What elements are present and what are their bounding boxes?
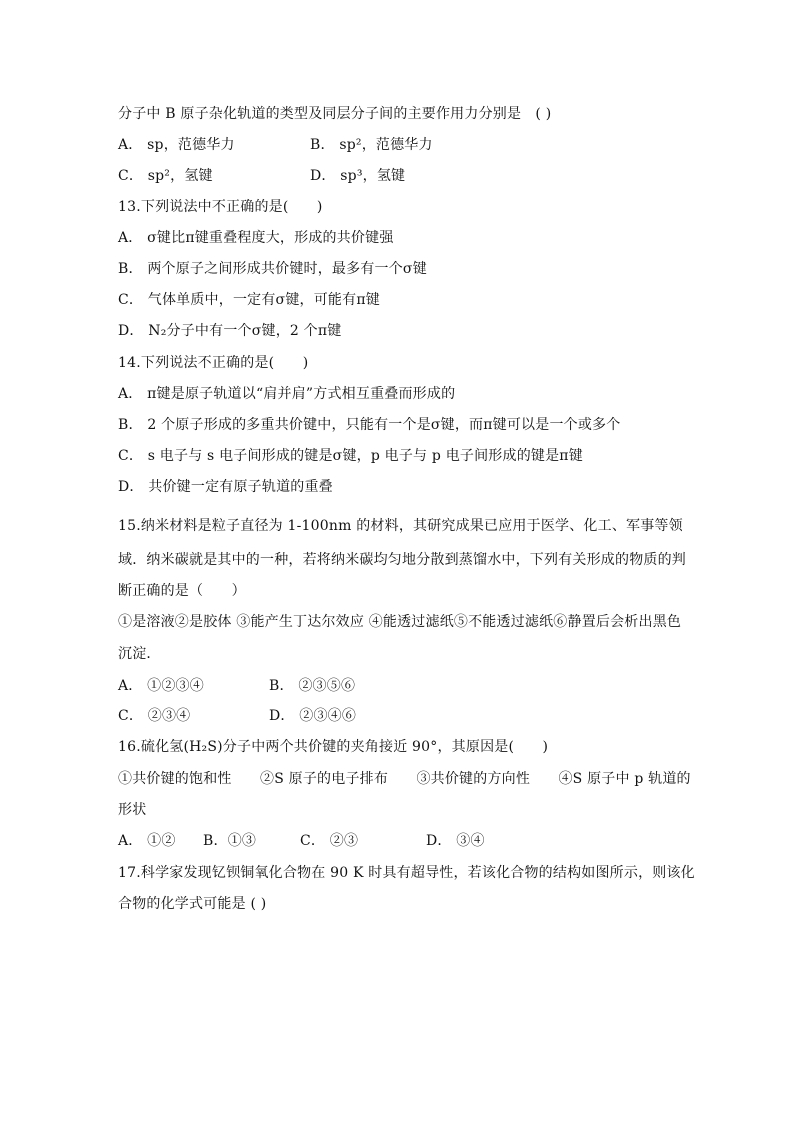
q15-option-b: B． ②③⑤⑥ — [269, 678, 356, 694]
q14-option-c: C． s 电子与 s 电子间形成的键是σ键，p 电子与 p 电子间形成的键是π键 — [118, 448, 583, 464]
q16-option-b: B．①③ — [203, 833, 257, 849]
q15-option-d: D． ②③④⑥ — [269, 708, 357, 724]
q12-option-d: D． sp³，氢键 — [310, 168, 406, 184]
q13-stem: 13.下列说法中不正确的是( ) — [118, 199, 323, 215]
q12-stem: 分子中 B 原子杂化轨道的类型及同层分子间的主要作用力分别是 ( ) — [118, 106, 552, 122]
q15-stem-line2: 域．纳米碳就是其中的一种，若将纳米碳均匀地分散到蒸馏水中，下列有关形成的物质的判 — [118, 552, 686, 568]
q17-stem-line1: 17.科学家发现钇钡铜氧化合物在 90 K 时具有超导性，若该化合物的结构如图所示，则该化 — [118, 865, 695, 881]
q15-stem-line3: 断正确的是（ ） — [118, 583, 246, 599]
q13-option-c: C． 气体单质中，一定有σ键，可能有π键 — [118, 292, 380, 308]
q14-option-d: D． 共价键一定有原子轨道的重叠 — [118, 479, 333, 495]
q12-option-c: C． sp²，氢键 — [118, 168, 213, 184]
q16-items-line2: 形状 — [118, 802, 147, 818]
q13-option-b: B． 两个原子之间形成共价键时，最多有一个σ键 — [118, 261, 427, 277]
q12-option-b: B． sp²，范德华力 — [310, 137, 433, 153]
q15-items-line1: ①是溶液②是胶体 ③能产生丁达尔效应 ④能透过滤纸⑤不能透过滤纸⑥静置后会析出黑色 — [118, 614, 682, 630]
q16-stem: 16.硫化氢(H₂S)分子中两个共价键的夹角接近 90°，其原因是( ) — [118, 739, 549, 755]
q14-option-a: A． π键是原子轨道以“肩并肩”方式相互重叠而形成的 — [118, 386, 456, 402]
q14-stem: 14.下列说法不正确的是( ) — [118, 355, 309, 371]
q17-stem-line2: 合物的化学式可能是 ( ) — [118, 896, 267, 912]
q15-option-a: A． ①②③④ — [118, 678, 204, 694]
q13-option-a: A． σ键比π键重叠程度大，形成的共价键强 — [118, 230, 394, 246]
q15-stem-line1: 15.纳米材料是粒子直径为 1-100nm 的材料，其研究成果已应用于医学、化工、军事等领 — [118, 518, 683, 534]
q12-option-a: A． sp，范德华力 — [118, 137, 235, 153]
q16-option-c: C． ②③ — [300, 833, 359, 849]
q16-items-line1: ①共价键的饱和性 ②S 原子的电子排布 ③共价键的方向性 ④S 原子中 p 轨道的 — [118, 771, 691, 787]
q16-option-d: D． ③④ — [426, 833, 485, 849]
q13-option-d: D． N₂分子中有一个σ键，2 个π键 — [118, 323, 342, 339]
q15-option-c: C． ②③④ — [118, 708, 191, 724]
q15-items-line2: 沉淀． — [118, 646, 161, 662]
q16-option-a: A． ①② — [118, 833, 176, 849]
q14-option-b: B． 2 个原子形成的多重共价键中，只能有一个是σ键，而π键可以是一个或多个 — [118, 417, 621, 433]
